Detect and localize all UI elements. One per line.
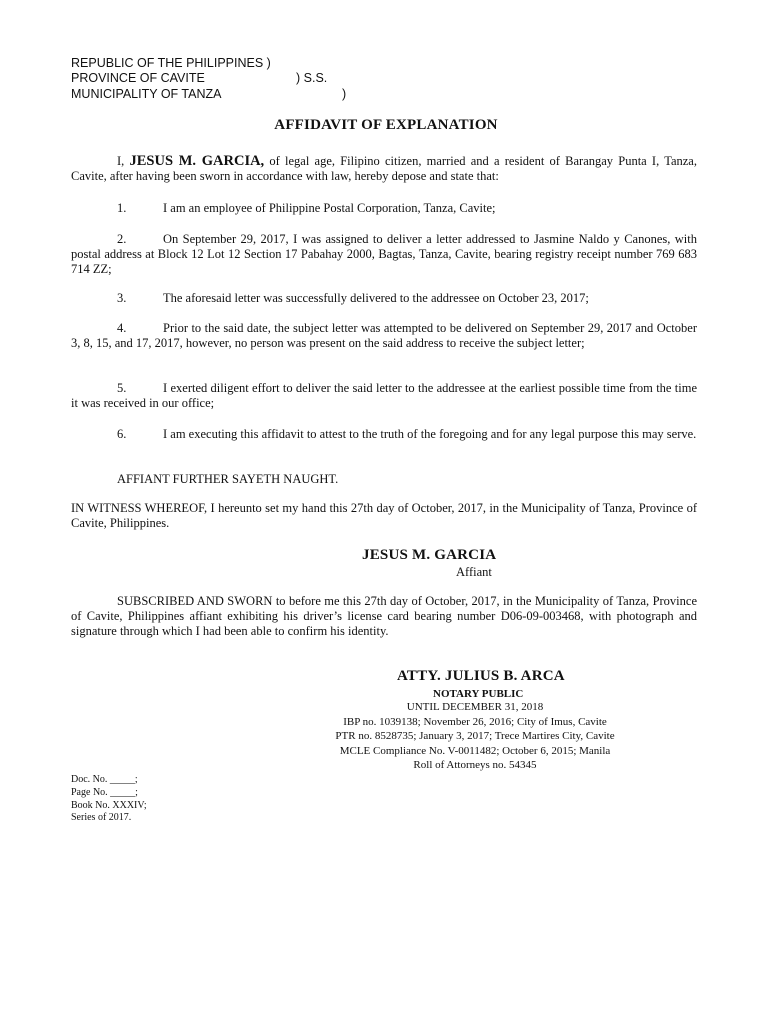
item-text: The aforesaid letter was successfully delivered to the addressee on October 23, 2017; — [163, 291, 589, 305]
item-text: I exerted diligent effort to deliver the said letter to the addressee at the earliest possible time from the time it was received in our office; — [71, 381, 697, 411]
list-item — [71, 427, 697, 442]
list-item — [71, 291, 697, 306]
affiant-label: Affiant — [456, 565, 492, 579]
notary-mcle: MCLE Compliance No. V-0011482; October 6, 2015; Manila — [339, 744, 611, 757]
list-item — [71, 321, 697, 351]
item-text: On September 29, 2017, I was assigned to deliver a letter addressed to Jasmine Naldo y Canones, with postal address at Block 12 Lot 12 Section 17 Pabahay 2000, Bagtas, Tanza, Cavite, bearing registry receipt number 769 683 714 ZZ; — [71, 232, 697, 277]
venue-municipality: MUNICIPALITY OF TANZA — [71, 87, 222, 101]
docket-series: Series of 2017. — [71, 812, 132, 824]
intro-paragraph — [71, 154, 697, 184]
venue-province: PROVINCE OF CAVITE — [71, 71, 205, 85]
notary-roll: Roll of Attorneys no. 54345 — [413, 759, 537, 772]
docket-book: Book No. XXXIV; — [71, 799, 147, 811]
item-number: 6. — [117, 427, 127, 441]
item-number: 5. — [117, 381, 127, 395]
item-number: 1. — [117, 201, 127, 215]
affiant-signature-name: JESUS M. GARCIA — [362, 547, 497, 563]
notary-ptr: PTR no. 8528735; January 3, 2017; Trece Martires City, Cavite — [335, 730, 615, 743]
docket-block — [71, 774, 147, 825]
notary-until: UNTIL DECEMBER 31, 2018 — [406, 701, 544, 713]
list-item — [71, 381, 697, 411]
venue-ss: ) S.S. — [296, 71, 328, 85]
witness-paragraph: IN WITNESS WHEREOF, I hereunto set my hand this 27th day of October, 2017, in the Municipality of Tanza, Province of Cavite, Philippines. — [71, 501, 697, 531]
notary-name: ATTY. JULIUS B. ARCA — [397, 668, 565, 684]
notary-details — [290, 700, 660, 773]
jurat-paragraph: SUBSCRIBED AND SWORN to before me this 27th day of October, 2017, in the Municipality of Tanza, Province of Cavite, Philippines affiant exhibiting his driver’s license card bearing number D06-09-003468, with photograph and signature through which I had been able to confirm his identity. — [71, 594, 697, 639]
venue-republic: REPUBLIC OF THE PHILIPPINES ) — [71, 56, 271, 70]
item-text: Prior to the said date, the subject letter was attempted to be delivered on September 29, 2017 and October 3, 8, 15, and 17, 2017, however, no person was present on the said address to receive the subject letter; — [71, 321, 697, 351]
item-number: 4. — [117, 321, 127, 335]
affiant-name-inline: JESUS M. GARCIA, — [129, 153, 265, 169]
document-title: AFFIDAVIT OF EXPLANATION — [274, 117, 498, 133]
item-text: I am executing this affidavit to attest to the truth of the foregoing and for any legal purpose this may serve. — [163, 427, 697, 441]
item-text: I am an employee of Philippine Postal Corporation, Tanza, Cavite; — [163, 201, 496, 215]
intro-prefix: I, — [117, 154, 130, 168]
docket-page: Page No. _____; — [71, 786, 138, 798]
notary-title: NOTARY PUBLIC — [433, 688, 524, 700]
notary-ibp: IBP no. 1039138; November 26, 2016; City of Imus, Cavite — [343, 715, 607, 728]
venue-paren: ) — [342, 87, 347, 101]
item-number: 3. — [117, 291, 127, 305]
affiant-further-statement: AFFIANT FURTHER SAYETH NAUGHT. — [117, 472, 339, 486]
item-number: 2. — [117, 232, 127, 246]
docket-doc: Doc. No. _____; — [71, 774, 138, 785]
list-item — [71, 232, 697, 278]
list-item — [71, 201, 697, 216]
intro-text: of legal age, Filipino citizen, married and a resident of Barangay Punta I, Tanza, Cavite, after having been sworn in accordance with law, hereby depose and state that: — [71, 154, 697, 184]
